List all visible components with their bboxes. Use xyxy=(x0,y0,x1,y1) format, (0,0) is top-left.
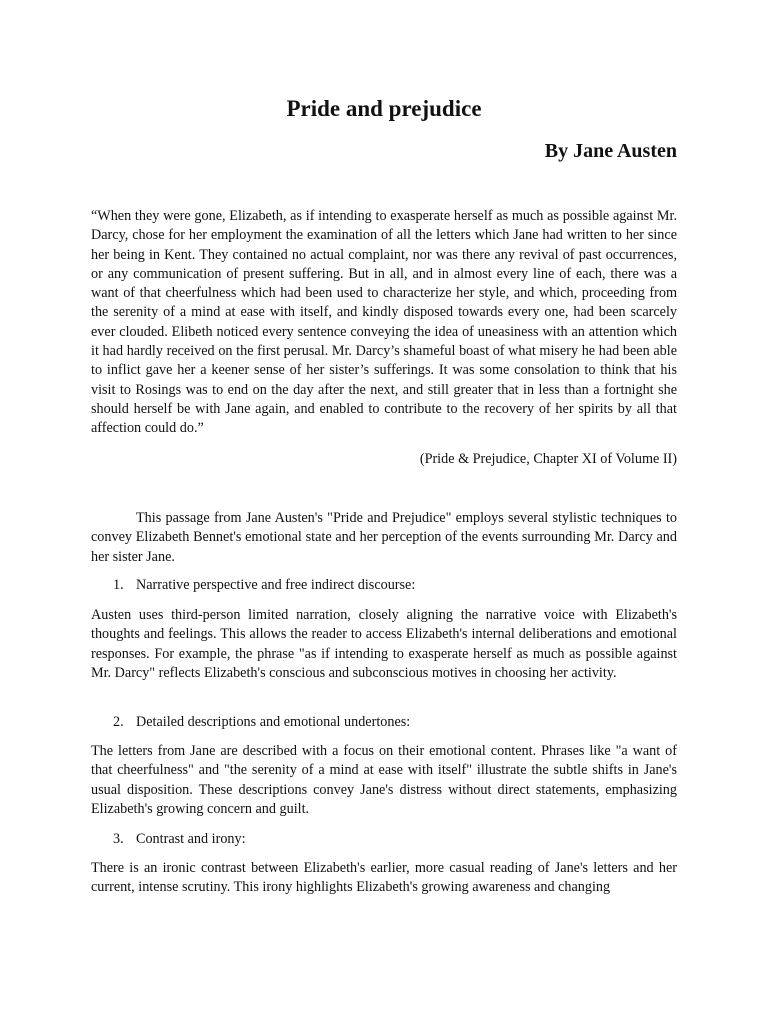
section-heading-text-2: Detailed descriptions and emotional undertones: xyxy=(136,714,411,730)
section-number-1: 1. xyxy=(113,577,124,593)
section-body-1: Austen uses third-person limited narration, closely aligning the narrative voice with Elizabeth's thoughts and feelings. This allows the reader to access Elizabeth's internal deliberations and emotional responses. For example, the phrase "as if intending to exasperate herself as much as possible against Mr. Darcy" reflects Elizabeth's conscious and subconscious motives in choosing her activity. xyxy=(91,607,677,681)
section-heading-1 xyxy=(113,576,673,595)
document-author: By Jane Austen xyxy=(544,140,677,162)
quote-citation: (Pride & Prejudice, Chapter XI of Volume II) xyxy=(419,451,677,467)
section-number-2: 2. xyxy=(113,714,124,730)
section-heading-2 xyxy=(113,713,673,732)
section-heading-3 xyxy=(113,830,673,849)
document-title: Pride and prejudice xyxy=(286,96,482,121)
section-body-2: The letters from Jane are described with a focus on their emotional content. Phrases like "a want of that cheerfulness" and "the serenity of a mind at ease with itself" illustrate the subtle shifts in Jane's usual disposition. These descriptions convey Jane's distress without direct statements, emphasizing Elizabeth's growing concern and guilt. xyxy=(91,743,677,817)
intro-paragraph: This passage from Jane Austen's "Pride and Prejudice" employs several stylistic techniques to convey Elizabeth Bennet's emotional state and her perception of the events surrounding Mr. Darcy and her sister Jane. xyxy=(91,510,677,565)
section-heading-text-1: Narrative perspective and free indirect discourse: xyxy=(136,577,416,593)
section-body-3: There is an ironic contrast between Elizabeth's earlier, more casual reading of Jane's letters and her current, intense scrutiny. This irony highlights Elizabeth's growing awareness and changing xyxy=(91,860,677,896)
section-heading-text-3: Contrast and irony: xyxy=(136,831,246,847)
section-number-3: 3. xyxy=(113,831,124,847)
quoted-passage: “When they were gone, Elizabeth, as if intending to exasperate herself as much as possible against Mr. Darcy, chose for her employment the examination of all the letters which Jane had written to her since her being in Kent. They contained no actual complaint, nor was there any revival of past occurrences, or any communication of present suffering. But in all, and in almost every line of each, there was a want of that cheerfulness which had been used to characterize her style, and which, proceeding from the serenity of a mind at ease with itself, and kindly disposed towards every one, had been scarcely ever clouded. Elibeth noticed every sentence conveying the idea of uneasiness with an attention which it had hardly received on the first perusal. Mr. Darcy’s shameful boast of what misery he had been able to inflict gave her a keener sense of her sister’s sufferings. It was some consolation to think that his visit to Rosings was to end on the day after the next, and still greater that in less than a fortnight she should herself be with Jane again, and enabled to contribute to the recovery of her spirits by all that affection could do.” xyxy=(91,208,677,437)
